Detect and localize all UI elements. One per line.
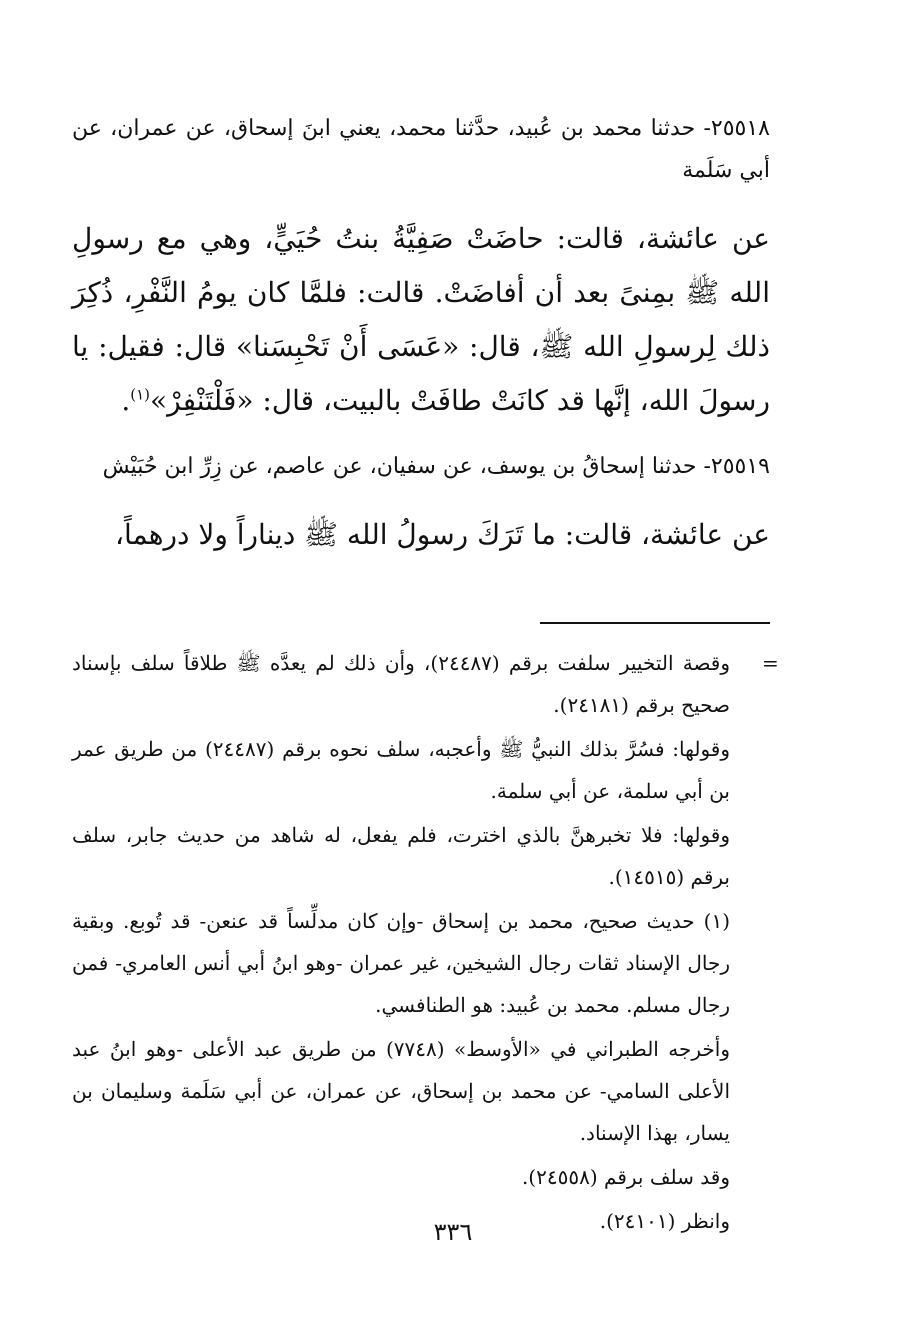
hadith-25518-matn: عن عائشة، قالت: حاضَتْ صَفِيَّةُ بنتُ حُيَيٍّ، وهي مع رسولِ الله ﷺ بمِنىً بعد أن أفاضَتْ. قالت: فلمَّا كان يومُ النَّفْرِ، ذُكِرَ ذلك لِرسولِ الله ﷺ، قال: «عَسَى أَنْ تَحْبِسَنا» قال: فقيل: يا رسولَ الله، إنَّها قد كانَتْ طافَتْ بالبيت، قال: «فَلْتَنْفِرْ»$^{(١)}$. (72, 222, 770, 417)
footnote-paragraph: وانظر (٢٤١٠١). (599, 1209, 730, 1233)
page-number: ٣٣٦ (433, 1218, 473, 1246)
footnote-reference: (١) (130, 385, 151, 404)
footnote-paragraph: وقولها: فلا تخبرهنَّ بالذي اخترت، فلم يفعل، له شاهد من حديث جابر، سلف برقم (١٤٥١٥). (72, 823, 730, 889)
hadith-25518-isnad: ٢٥٥١٨- حدثنا محمد بن عُبيد، حدَّثنا محمد، يعني ابنَ إسحاق، عن عمران، عن أبي سَلَمة (72, 116, 770, 183)
main-text (72, 108, 770, 580)
hadith-25519-isnad: ٢٥٥١٩- حدثنا إسحاقُ بن يوسف، عن سفيان، عن عاصم، عن زِرِّ ابن حُبَيْش (102, 454, 770, 479)
footnote-paragraph: وقصة التخيير سلفت برقم (٢٤٤٨٧)، وأن ذلك لم يعدَّه ﷺ طلاقاً سلف بإسناد صحيح برقم (٢٤١٨١). (72, 651, 731, 717)
footnote-paragraph: وقد سلف برقم (٢٤٥٥٨). (521, 1165, 730, 1189)
footnote-separator (540, 622, 770, 624)
hadith-25519-matn: عن عائشة، قالت: ما تَرَكَ رسولُ الله ﷺ ديناراً ولا درهماً، (114, 518, 770, 551)
footnote-1: (١) حديث صحيح، محمد بن إسحاق -وإن كان مدلِّساً قد عنعن- قد تُوبع. وبقية رجال الإسناد ثقات رجال الشيخين، غير عمران -وهو ابنُ أبي أنس العامري- فمن رجال مسلم. محمد بن عُبيد: هو الطنافسي. (72, 909, 730, 1017)
hadith-25518-matn-text: عن عائشة، قالت: حاضَتْ صَفِيَّةُ بنتُ حُيَيٍّ، وهي مع رسولِ الله ﷺ بمِنىً بعد أن أفاضَتْ. قالت: فلمَّا كان يومُ النَّفْرِ، ذُكِرَ ذلك لِرسولِ الله ﷺ، قال: «عَسَى أَنْ تَحْبِسَنا» قال: فقيل: يا رسولَ الله، إنَّها قد كانَتْ طافَتْ بالبيت، قال: «فَلْتَنْفِرْ» (72, 222, 770, 417)
footnote-paragraph: وقولها: فسُرَّ بذلك النبيُّ ﷺ وأعجبه، سلف نحوه برقم (٢٤٤٨٧) من طريق عمر بن أبي سلمة، عن أبي سلمة. (72, 737, 730, 803)
footnotes (72, 642, 779, 1244)
continuation-mark: = (762, 651, 779, 675)
footnote-paragraph: وأخرجه الطبراني في «الأوسط» (٧٧٤٨) من طريق عبد الأعلى -وهو ابنُ عبد الأعلى السامي- عن محمد بن إسحاق، عن عمران، عن أبي سَلَمة وسليمان بن يسار، بهذا الإسناد. (72, 1037, 730, 1145)
